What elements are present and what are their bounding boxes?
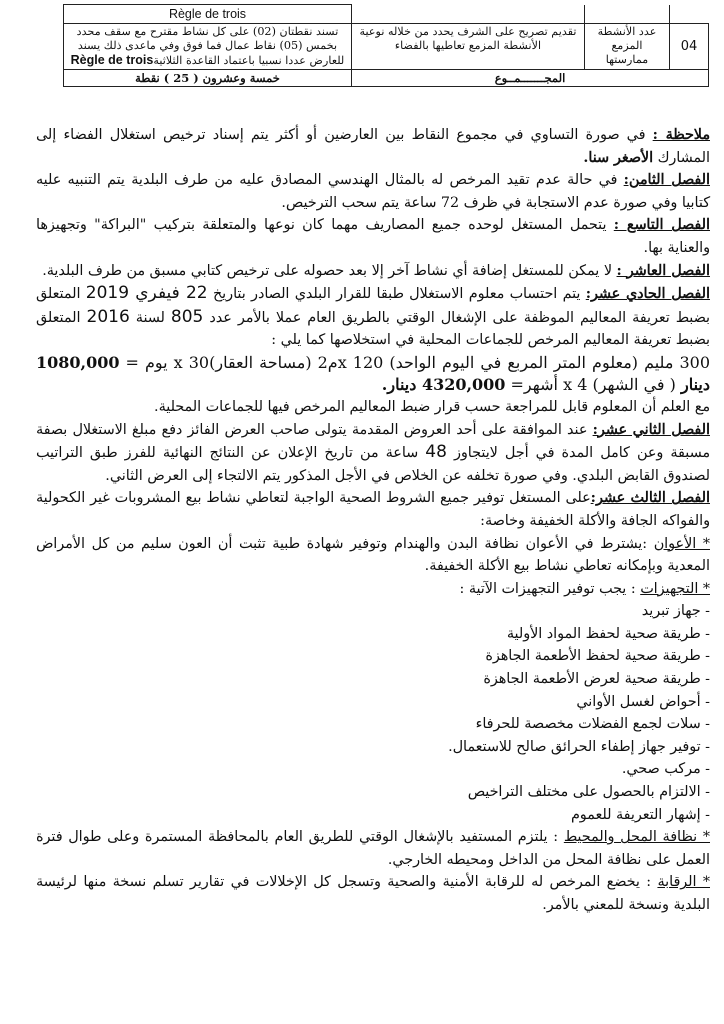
criterion-text: تقديم تصريح على الشرف يحدد من خلاله نوعية الأنشطة المزمع تعاطيها بالفضاء [352,24,585,70]
total-value: خمسة وعشرون ( 25 ) نقطة [64,70,352,87]
total-row [64,70,709,87]
article-8-text: في حالة عدم تقيد المرخص له بالمثال الهندسي المصادق عليه من طرف البلدية يتم التنبيه عليه كتابيا وفي صورة عدم الاستجابة في ظرف 72 ساعة يتم سحب الترخيص. [36,172,710,211]
table-row [64,24,709,70]
article-8 [36,169,710,214]
article-13 [36,487,710,532]
fee-monthly-amount: 1080,000 دينار [36,352,710,394]
fee-formula-line-1: 300 مليم (معلوم المتر المربع في اليوم الواحد) x 120م2 (مساحة العقار)x 30 يوم = [125,352,711,372]
article-12-title: الفصل الثاني عشر: [592,421,710,438]
article-12 [36,419,710,488]
article-12-text: عند الموافقة على أحد العروض المقدمة يتولى صاحب العرض الفائز دفع مبلغ الاستغلال بصفة مسبقة وعن كامل المدة في أجل لايتجاوز [36,421,710,462]
fee-formula-line-2: ( في الشهر) x 4 أشهر= [505,374,681,394]
note-title: ملاحظة : [652,127,710,143]
table-header-row [64,5,709,24]
staff-text: :يشترط في الأعوان نظافة البدن والهندام وتوفير شهادة طبية تثبت أن العون سليم من كل الأمراض المعدية وبإمكانه تعاطي نشاط بيع الأكلة الخفيفة. [36,535,710,575]
article-8-title: الفصل الثامن: [623,172,710,189]
article-10-text: لا يمكن للمستغل إضافة أي نشاط آخر إلا بعد حصوله على ترخيص كتابي مسبق من طرف البلدية. [42,262,617,279]
article-11-title: الفصل الحادي عشر: [585,286,710,303]
article-10-title: الفصل العاشر : [616,262,710,279]
note-text: في صورة التساوي في مجموع النقاط بين العارضين أو أكثر يتم إسناد ترخيص استغلال الفضاء إلى المشارك [36,127,710,166]
activity-label: عدد الأنشطة المزمع ممارستها [585,24,670,70]
article-9-text: يتحمل المستغل لوحده جميع المصاريف مهما كان نوعها والمتعلقة بتركيب "البراكة" وتجهيزها والعناية بها. [36,217,710,256]
article-13-text: على المستغل توفير جميع الشروط الصحية الواجبة لتعاطي نشاط بيع المشروبات غير الكحولية والفواكه الجافة والأكلة الخفيفة وخاصة: [36,490,710,529]
list-item: - طريقة صحية لحفظ الأطعمة الجاهزة [485,648,710,665]
equipment-label: * التجهيزات [640,580,710,597]
list-item: - إشهار التعريفة للعموم [570,806,710,823]
list-item: - أحواض لغسل الأواني [576,693,710,710]
note-text-bold: الأصغر سنا. [583,149,654,166]
article-13-title: الفصل الثالث عشر: [590,490,710,507]
total-label: المجـــــــمــوع [352,70,709,87]
inspection-label: * الرقابة [657,874,710,891]
article-11-text-3: لسنة [129,309,171,326]
note-paragraph [36,124,710,169]
inspection-text: : يخضع المرخص له للرقابة الأمنية والصحية وتسجل كل الإخلالات في تقارير تسلم نسخة منها لرئيسة البلدية ونسخة للمعني بالأمر. [36,874,710,913]
article-9-title: الفصل التاسع : [613,217,710,234]
fee-note: مع العلم أن المعلوم قابل للمراجعة حسب قرار ضبط المعاليم المرخص فيها للجماعات المحلية. [154,398,710,415]
equipment-text: : يجب توفير التجهيزات الآتية : [459,580,641,597]
equipment-list [36,600,710,826]
list-item: - سلات لجمع الفضلات مخصصة للحرفاء [475,716,710,733]
cleanliness-paragraph [36,826,710,871]
row-number: 04 [670,24,709,70]
article-11-text-2: المتعلق بضبط تعريفة المعاليم الموظفة على الإشغال الوقتي بالطريق العام عملا بالأمر عدد [36,286,710,326]
article-12-text-2: ساعة من تاريخ الإعلان عن النتائج النهائية للفرز طبق التراتيب لصندوق القابض البلدي. وفي صورة تخلفه عن الخلاص في الأجل المذكور يتم الالتجاء إلى العرض الثاني. [36,445,710,484]
cleanliness-label: * نظافة المحل والمحيط [563,829,710,846]
cleanliness-text: : يلتزم المستفيد بالإشغال الوقتي للطريق العام بالمحافظة المستمرة وعلى طوال فترة العمل على نظافة المحل من الداخل ومحيطه الخارجي. [36,829,710,868]
article-11 [36,282,710,352]
points-header-fr: Règle de trois [64,5,352,24]
points-text: تسند نقطتان (02) على كل نشاط مقترح مع سقف محدد بخمس (05) نقاط عمال فما فوق وفي ماعدى ذلك يسند للعارض عددا نسبيا باعتماد القاعدة الثلاثية [76,25,345,67]
fee-formula [36,352,710,396]
list-item: - طريقة صحية لحفظ المواد الأولية [506,625,710,642]
article-10 [36,260,710,283]
article-11-text: يتم احتساب معلوم الاستغلال طبقا للقرار البلدي الصادر بتاريخ [207,286,586,303]
article-11-year: 2016 [86,306,130,327]
inspection-paragraph [36,871,710,916]
list-item: - الالتزام بالحصول على مختلف التراخيص [467,784,710,801]
fee-total-amount: 4320,000 دينار. [381,374,506,394]
article-11-date: 22 فيفري 2019 [85,283,208,304]
list-item: - توفير جهاز إطفاء الحرائق صالح للاستعمال. [448,738,710,755]
article-11-text-4: المتعلق بضبط تعريفة المعاليم المرخص للجماعات المحلية في استخلاصها كما يلي : [36,309,710,349]
points-rule-fr: Règle de trois [70,53,154,67]
document-body [36,124,710,917]
staff-paragraph [36,533,710,578]
equipment-paragraph [36,578,710,601]
scoring-table [63,4,709,87]
article-9 [36,214,710,259]
list-item: - مركب صحي. [621,761,710,778]
points-cell [64,24,352,70]
staff-label: * الأعوان [653,535,710,552]
list-item: - جهاز تبريد [641,603,710,620]
article-11-order-number: 805 [170,306,204,327]
list-item: - طريقة صحية لعرض الأطعمة الجاهزة [483,671,710,688]
article-12-hours: 48 [425,442,447,463]
